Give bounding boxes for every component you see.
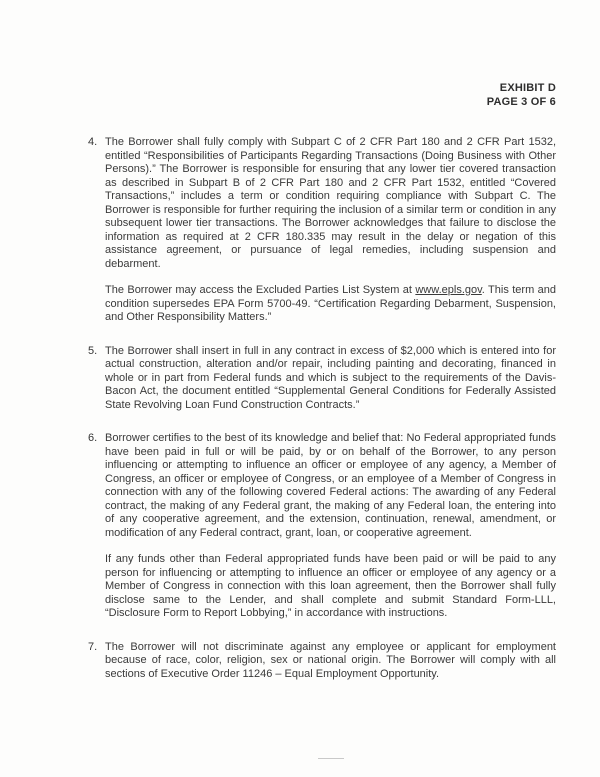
- list-item-6: [88, 432, 556, 634]
- paragraph: Borrower certifies to the best of its knowledge and belief that: No Federal appropriated funds have been paid in full or will be paid, by or on behalf of the Borrower, to any person influencing or attempting to influence an officer or employee of any agency, a Member of Congress, an officer or employee of Congress, or an employee of a Member of Congress in connection with any of the following covered Federal actions: The awarding of any Federal contract, the making of any Federal grant, the making of any Federal loan, the entering into of any cooperative agreement, and the extension, continuation, renewal, amendment, or modification of any Federal contract, grant, loan, or cooperative agreement.: [105, 432, 556, 539]
- scan-artifact-mark: [318, 758, 344, 759]
- item-number: 5.: [88, 344, 98, 357]
- paragraph: The Borrower shall fully comply with Subpart C of 2 CFR Part 180 and 2 CFR Part 1532, entitled “Responsibilities of Participants Regarding Transactions (Doing Business with Other Persons).” The Borrower is responsible for ensuring that any lower tier covered transaction as described in Subpart B of 2 CFR Part 180 and 2 CFR Part 1532, entitled “Covered Transactions,” includes a term or condition requiring compliance with Subpart C. The Borrower is responsible for further requiring the inclusion of a similar term or condition in any subsequent lower tier transactions. The Borrower acknowledges that failure to disclose the information as required at 2 CFR 180.335 may result in the delay or negation of this assistance agreement, or pursuance of legal remedies, including suspension and debarment.: [105, 136, 556, 270]
- item-text: [105, 345, 556, 426]
- item-text: [105, 432, 556, 634]
- item-number: 7.: [88, 640, 98, 653]
- item-number: 6.: [88, 432, 98, 444]
- list-item-5: [88, 345, 556, 426]
- list-item-4: [88, 136, 556, 338]
- list-item-7: [88, 641, 556, 695]
- paragraph: The Borrower shall insert in full in any contract in excess of $2,000 which is entered into for actual construction, alteration and/or repair, including painting and decorating, financed in whole or in part from Federal funds and which is subject to the requirements of the Davis-Bacon Act, the document entitled “Supplemental General Conditions for Federally Assisted State Revolving Loan Fund Construction Contracts.”: [105, 344, 556, 411]
- page-header: [88, 82, 556, 109]
- paragraph: The Borrower will not discriminate against any employee or applicant for employment because of race, color, religion, sex or national origin. The Borrower will comply with all sections of Executive Order 11246 – Equal Employment Opportunity.: [105, 640, 556, 680]
- page-number-label: PAGE 3 OF 6: [486, 95, 556, 108]
- paragraph-segment: The Borrower may access the Excluded Parties List System at: [105, 284, 416, 296]
- paragraph: [105, 284, 556, 325]
- paragraph: If any funds other than Federal appropriated funds have been paid or will be paid to any person for influencing or attempting to influence an officer or employee of any agency or a Member of Congress in connection with this loan agreement, then the Borrower shall fully disclose same to the Lender, and shall complete and submit Standard Form-LLL, “Disclosure Form to Report Lobbying,” in accordance with instructions.: [105, 553, 556, 619]
- paragraph-segment: . This term and condition supersedes EPA Form 5700-49. “Certification Regarding Debarment, Suspension, and Other Responsibility Matters.”: [105, 284, 556, 323]
- exhibit-label: EXHIBIT D: [499, 82, 556, 94]
- epls-link: www.epls.gov: [415, 284, 482, 296]
- item-text: [105, 641, 556, 695]
- item-text: [105, 136, 556, 338]
- document-body: [88, 136, 556, 694]
- item-number: 4.: [88, 136, 98, 148]
